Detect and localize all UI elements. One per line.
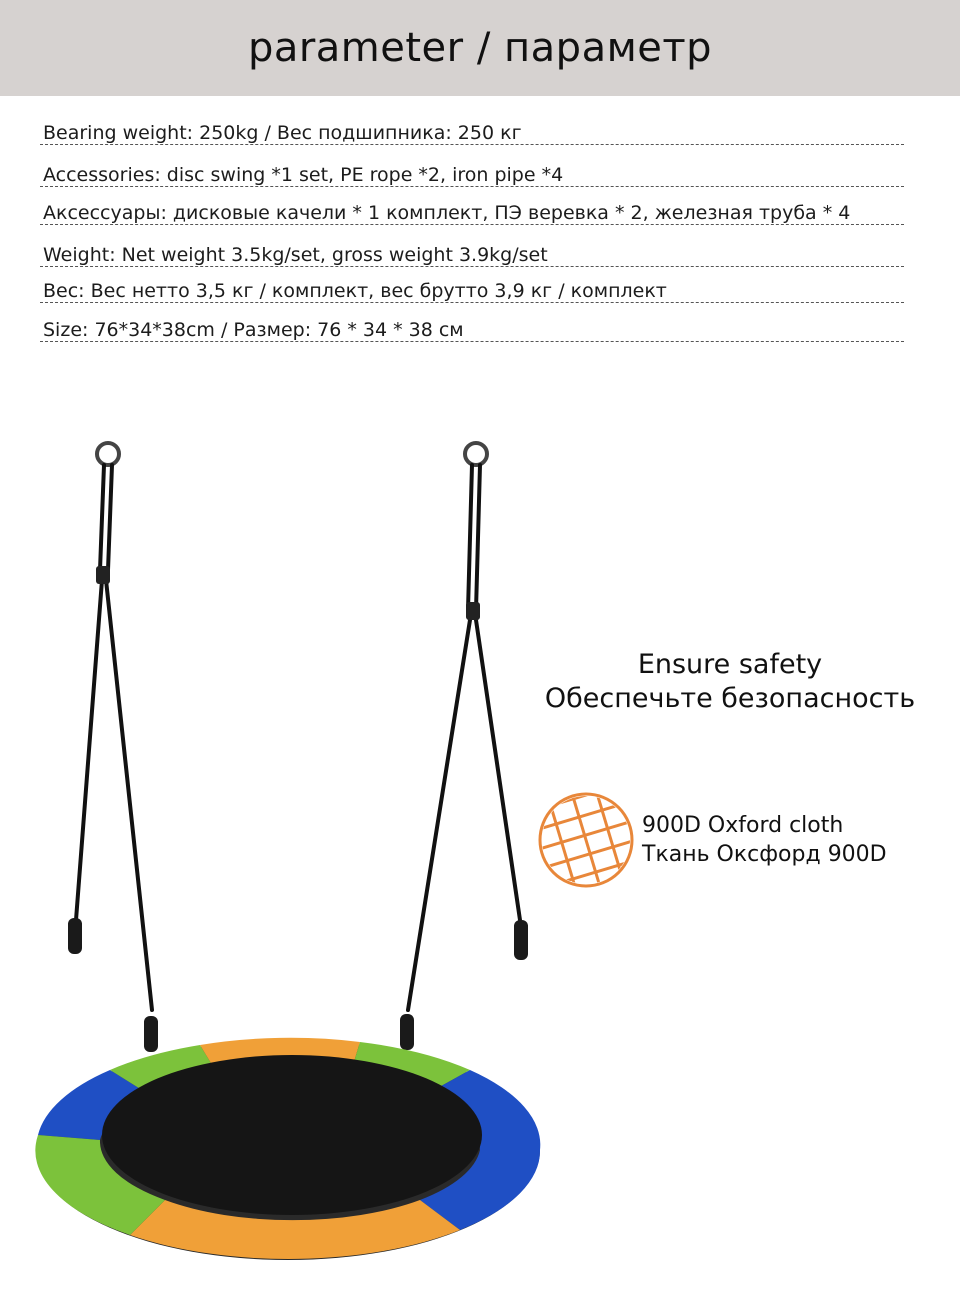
page-title: parameter / параметр [247, 25, 713, 71]
param-row: Bearing weight: 250kg / Вес подшипника: 250 кг [40, 108, 904, 145]
feature-text-en: 900D Oxford cloth [642, 813, 844, 838]
left-hanging-ring [97, 443, 119, 465]
header-banner [0, 0, 960, 96]
woven-fabric-icon [536, 790, 636, 890]
safety-heading-ru: Обеспечьте безопасность [544, 683, 916, 714]
safety-heading [510, 648, 950, 716]
right-rope-clip-outer [514, 920, 528, 960]
param-row: Weight: Net weight 3.5kg/set, gross weight 3.9kg/set [40, 225, 904, 267]
left-rope-clip-inner [144, 1016, 158, 1052]
param-row: Вес: Вес нетто 3,5 кг / комплект, вес брутто 3,9 кг / комплект [40, 267, 904, 303]
left-rope [76, 465, 152, 1010]
right-rope [408, 465, 520, 1010]
swing-disc [35, 1038, 540, 1260]
left-rope-clip-outer [68, 918, 82, 954]
swing-center-net [102, 1055, 482, 1215]
left-rope-buckle [96, 566, 110, 584]
swing-product-image [30, 430, 550, 1260]
feature-oxford-cloth [536, 785, 936, 895]
param-row: Size: 76*34*38cm / Размер: 76 * 34 * 38 см [40, 303, 904, 342]
right-rope-clip-inner [400, 1014, 414, 1050]
param-row: Accessories: disc swing *1 set, PE rope *2, iron pipe *4 [40, 145, 904, 187]
param-row: Аксессуары: дисковые качели * 1 комплект, ПЭ веревка * 2, железная труба * 4 [40, 187, 904, 225]
right-hanging-ring [465, 443, 487, 465]
parameter-list [40, 108, 904, 342]
feature-text-ru: Ткань Оксфорд 900D [642, 842, 887, 867]
safety-heading-en: Ensure safety [637, 649, 823, 680]
right-rope-buckle [466, 602, 480, 620]
feature-text [642, 811, 887, 869]
